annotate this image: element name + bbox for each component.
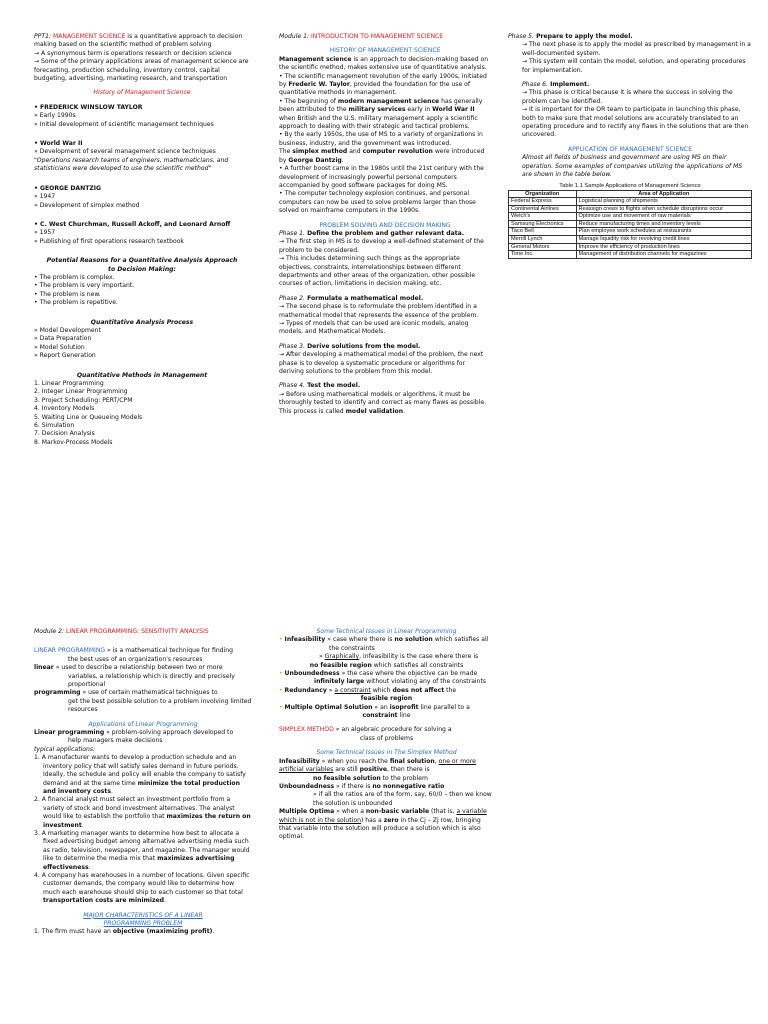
process-item: » Model Solution [34, 343, 85, 351]
major-characteristics-heading: MAJOR CHARACTERISTICS OF A LINEAR PROGRAMMING PROBLEM [83, 911, 203, 927]
method-item: 2. Integer Linear Programming [34, 388, 128, 396]
phase5-title: Phase 5. Prepare to apply the model. [508, 33, 633, 40]
ww2-line-1: » Development of several management science techniques [34, 148, 216, 156]
phase3-arrow-1: → After developing a mathematical model of the problem, the next phase is to develop a systematic procedure or algorithms for deriving solutions to the problem from this model. [279, 351, 484, 376]
process-item: » Data Preparation [34, 335, 92, 343]
lp-technical-issues-heading: Some Technical Issues in Linear Programming [316, 628, 457, 635]
taylor-line-1: » Early 1990s [34, 112, 76, 120]
ww2-quote: "Operations research teams of engineers, mathematicians, and statisticians were developed to use the scientific method" [34, 156, 229, 173]
lp-app-4: 4. A company has warehouses in a number of locations. Given specific customer demands, the company would like to determine how much each warehouse should ship to each customer so that total transportation costs are minimized. [34, 871, 250, 905]
lp-app-2: 2. A financial analyst must select an investment portfolio from a variety of stock and bond investment alternatives. The analyst would like to establish the portfolio that maximizes the return on investment. [34, 796, 251, 829]
lp2-definition-cont: help managers make decisions [68, 737, 163, 745]
programming-definition: programming » use of certain mathematical techniques to [34, 689, 218, 697]
phase2-arrow-2: → Types of models that can be used are iconic models, analog models, and Mathematical Models. [279, 320, 469, 336]
reasons-heading: Potential Reasons for a Quantitative Analysis Approach to Decision Making: [46, 257, 238, 273]
simplex-infeasibility-cont: no feasible solution to the problem [313, 774, 428, 782]
table-row [509, 198, 752, 206]
unboundedness-cont: infinitely large without violating any of the constraints [314, 678, 487, 686]
table-row [509, 236, 752, 244]
table-header-row [509, 190, 752, 198]
lp-app-3: 3. A marketing manager wants to determine how best to allocate a fixed advertising budget among alternative advertising media such as radio, television, newspaper, and magazine. The manager would like to determine the media mix that maximizes advertising effectiveness. [34, 829, 250, 871]
top-col-1 [34, 33, 250, 447]
table-cell: Taco Bell [509, 228, 577, 236]
simplex-definition-cont: class of problems [359, 734, 414, 742]
ppt1-arrow-1: → A synonymous term is operations research or decision science [34, 49, 232, 57]
phase4-arrow-1: → Before using mathematical models or algorithms, it must be thoroughly tested to identify and correct as many flaws as possible. This process is called model validation. [279, 390, 487, 415]
table-cell: Time Inc. [509, 251, 577, 259]
table-cell: Samsung Electronics [509, 220, 577, 228]
module1-title: Module 1: INTRODUCTION TO MANAGEMENT SCIENCE [279, 33, 444, 40]
redundancy-cont: feasible region [360, 695, 413, 703]
infeasibility-cont: the constraints [329, 644, 375, 652]
phase5-arrow-1: → The next phase is to apply the model as prescribed by management in a well-documented system. [522, 41, 751, 57]
method-item: 8. Markov-Process Models [34, 438, 113, 446]
table-row [509, 228, 752, 236]
process-item: » Model Development [34, 326, 101, 334]
process-heading: Quantitative Analysis Process [90, 318, 194, 326]
table-row [509, 213, 752, 221]
reason-item: • The problem is complex. [34, 273, 115, 281]
graphically-item: » Graphically, infeasibility is the case where there is [319, 653, 479, 661]
graphically-cont: no feasible region which satisfies all constraints [309, 661, 464, 669]
table-header: Organization [509, 190, 577, 198]
churchman-name: • C. West Churchman, Russell Ackoff, and Leonard Arnoff [34, 220, 231, 228]
linear-definition-cont: variables, a relationship which is directly and precisely proportional [68, 672, 235, 689]
ppt1-intro: PPT1: MANAGEMENT SCIENCE is a quantitative approach to decision making based on the scientific method of problem solving [34, 33, 243, 49]
history-heading: History of Management Science [93, 89, 191, 97]
multiple-optimal-cont: constraint line [362, 712, 411, 720]
method-item: 3. Project Scheduling: PERT/CPM [34, 396, 133, 404]
top-col-3 [508, 33, 752, 259]
applications-table [508, 190, 752, 259]
table-cell: Manage liquidity risk for revolving credit lines [576, 236, 752, 244]
application-heading: APPLICATION OF MANAGEMENT SCIENCE [567, 145, 693, 153]
reason-item: • The problem is new. [34, 290, 101, 298]
phase6-arrow-2: → It is important for the OR team to participate in launching this phase, both to make sure that model solutions are accurately translated to an operating procedure and to rectify any flaws in the solutions that are then uncovered. [522, 106, 749, 139]
ppt1-arrow-2: → Some of the primary applications areas of management science are forecasting, production scheduling, inventory control, capital budgeting, advertising, marketing research, and transportation [34, 58, 249, 83]
dantzig-line-2: » Development of simplex method [34, 201, 140, 209]
table-cell: Optimize use and movement of raw materials [576, 213, 752, 221]
table-cell: General Motors [509, 243, 577, 251]
table-row [509, 205, 752, 213]
dantzig-name: • GEORGE DANTZIG [34, 184, 102, 192]
table-cell: Logistical planning of shipments [576, 198, 752, 206]
phase1-arrow-2: → This includes determining such things as the appropriate objectives, constraints, interrelationships between different departments and other areas of the organization, other possible courses of action, limitations in decision making, etc. [279, 255, 476, 288]
phase2-arrow-1: → The second phase is to reformulate the problem identified in a mathematical model that represents the essence of the problem. [279, 303, 479, 319]
simplex-unboundedness: Unboundedness » if there is no nonnegative ratio [279, 782, 445, 790]
table-cell: Reassign crews to flights when schedule disruptions occur [576, 205, 752, 213]
typical-applications-label: typical applications: [34, 745, 96, 753]
ms-history-p4: The simplex method and computer revolution were introduced by George Dantzig. [279, 148, 485, 164]
method-item: 6. Simulation [34, 422, 75, 430]
application-intro: Almost all fields of business and government are using MS on their operation. Some examples of companies utilizing the applications of MS are shown in the table below. [522, 154, 743, 179]
infeasibility-item: • Infeasibility » case where there is no solution which satisfies all [279, 636, 489, 644]
phase1-title: Phase 1. Define the problem and gather relevant data. [279, 229, 465, 237]
ms-definition: Management science is an approach to decision-making based on the scientific method, makes extensive use of quantitative analysis. [279, 55, 489, 72]
phase1-arrow-1: → The first step in MS is to develop a well-defined statement of the problem to be considered. [279, 238, 484, 254]
taylor-name: • FREDERICK WINSLOW TAYLOR [34, 103, 143, 111]
module2-title: Module 2: LINEAR PROGRAMMING: SENSITIVITY ANALYSIS [34, 628, 209, 635]
ms-history-p3: • By the early 1950s, the use of MS to a variety of organizations in business, industry, and the government was introduced. [279, 131, 483, 147]
simplex-multiple-optima: Multiple Optima » when a non-basic variable (that is, a variable which is not in the solution) has a zero in the Cj – Zj row, bringing that variable into the solution will produce a solution which is also optimal. [279, 808, 487, 841]
phase5-arrow-2: → This system will contain the model, solution, and operating procedures for implementation. [522, 58, 746, 74]
simplex-unboundedness-cont: » if all the ratios are of the form, say, 60/0 – then we know the solution is unbounded [313, 791, 492, 807]
method-item: 7. Decision Analysis [34, 430, 95, 438]
process-item: » Report Generation [34, 352, 96, 360]
bottom-col-2 [279, 628, 494, 842]
reason-item: • The problem is very important. [34, 282, 135, 290]
table-cell: Reduce manufacturing times and inventory levels [576, 220, 752, 228]
table-header: Area of Application [576, 190, 752, 198]
simplex-infeasibility: Infeasibility » when you reach the final solution, one or more artificial variables are still positive, then there is [279, 757, 476, 774]
table-cell: Welch's [509, 213, 577, 221]
unboundedness-item: • Unboundedness » the case where the objective can be made [279, 670, 478, 678]
ms-history-p6: • The computer technology explosion continues, and personal computers can now be used to solve problems larger than those solved on mainframe computers in the 1990s. [279, 190, 476, 215]
ww2-name: • World War II [34, 140, 83, 148]
ms-history-p2: • The beginning of modern management science has generally been attributed to the military services early in World War II when British and the U.S. military management apply a scientific approach to dealing with their strategic and tactical problems. [279, 97, 483, 131]
redundancy-item: • Redundancy » a constraint which does not affect the [279, 686, 457, 694]
ms-history-heading: HISTORY OF MANAGEMENT SCIENCE [329, 47, 441, 55]
reason-item: • The problem is repetitive. [34, 299, 118, 307]
table-cell: Management of distribution channels for magazines [576, 251, 752, 259]
table-cell: Merrill Lynch [509, 236, 577, 244]
lp-app-1: 1. A manufacturer wants to develop a production schedule and an inventory policy that will satisfy sales demand in future periods. Ideally, the schedule and policy will enable the company to satisfy demand and at the same time minimize the total production and inventory costs. [34, 754, 246, 795]
method-item: 5. Waiting Line or Queueing Models [34, 413, 143, 421]
lp2-definition: Linear programming » problem-solving approach developed to [34, 729, 234, 737]
lp-definition-cont: the best uses of an organization's resources [68, 655, 203, 663]
linear-definition: linear » used to describe a relationship between two or more [34, 664, 223, 672]
churchman-line-2: » Publishing of first operations research textbook [34, 237, 184, 245]
table-row [509, 251, 752, 259]
churchman-line-1: » 1957 [34, 229, 56, 237]
table-cell: Plan employee work schedules at restaurants [576, 228, 752, 236]
table-cell: Federal Express [509, 198, 577, 206]
phase3-title: Phase 3. Derive solutions from the model. [279, 342, 421, 350]
phase2-title: Phase 2. Formulate a mathematical model. [279, 294, 424, 302]
ms-history-p1: • The scientific management revolution of the early 1900s, initiated by Frederic W. Taylor, provided the foundation for the use of quantitative methods in management. [279, 72, 487, 97]
multiple-optimal-item: • Multiple Optimal Solution » an isoprofit line parallel to a [279, 703, 470, 711]
table-caption: Table 1.1 Sample Applications of Management Science [559, 182, 701, 189]
major-characteristic-1: 1. The firm must have an objective (maximizing profit). [34, 928, 215, 936]
method-item: 4. Inventory Models [34, 405, 95, 413]
phase6-arrow-1: → This phase is critical because it is where the success in solving the problem can be identified. [522, 89, 733, 105]
lp-applications-heading: Applications of Linear Programming [88, 720, 198, 728]
table-row [509, 220, 752, 228]
methods-heading: Quantitative Methods in Management [76, 371, 208, 379]
problem-solving-heading: PROBLEM SOLVING AND DECISION MAKING [319, 221, 451, 229]
phase4-title: Phase 4. Test the model. [279, 382, 361, 390]
table-row [509, 243, 752, 251]
top-col-2 [279, 33, 491, 416]
method-item: 1. Linear Programming [34, 380, 104, 387]
simplex-definition: SIMPLEX METHOD » an algebraic procedure for solving a [279, 726, 452, 734]
table-cell: Improve the efficiency of production lines [576, 243, 752, 251]
taylor-line-2: » Initial development of scientific management techniques [34, 120, 214, 128]
table-cell: Continental Airlines [509, 205, 577, 213]
phase6-title: Phase 6. Implement. [522, 81, 590, 89]
lp-definition: LINEAR PROGRAMMING » is a mathematical technique for finding [34, 647, 233, 655]
ms-history-p5: • A further boost came in the 1980s until the 21st century with the development of increasingly powerful personal computers accompanied by good software packages for doing MS. [279, 165, 484, 189]
dantzig-line-1: » 1947 [34, 193, 56, 201]
simplex-technical-issues-heading: Some Technical Issues in The Simplex Method [316, 749, 457, 757]
bottom-col-1 [34, 628, 252, 937]
programming-definition-cont: get the best possible solution to a problem involving limited resources [68, 697, 252, 714]
